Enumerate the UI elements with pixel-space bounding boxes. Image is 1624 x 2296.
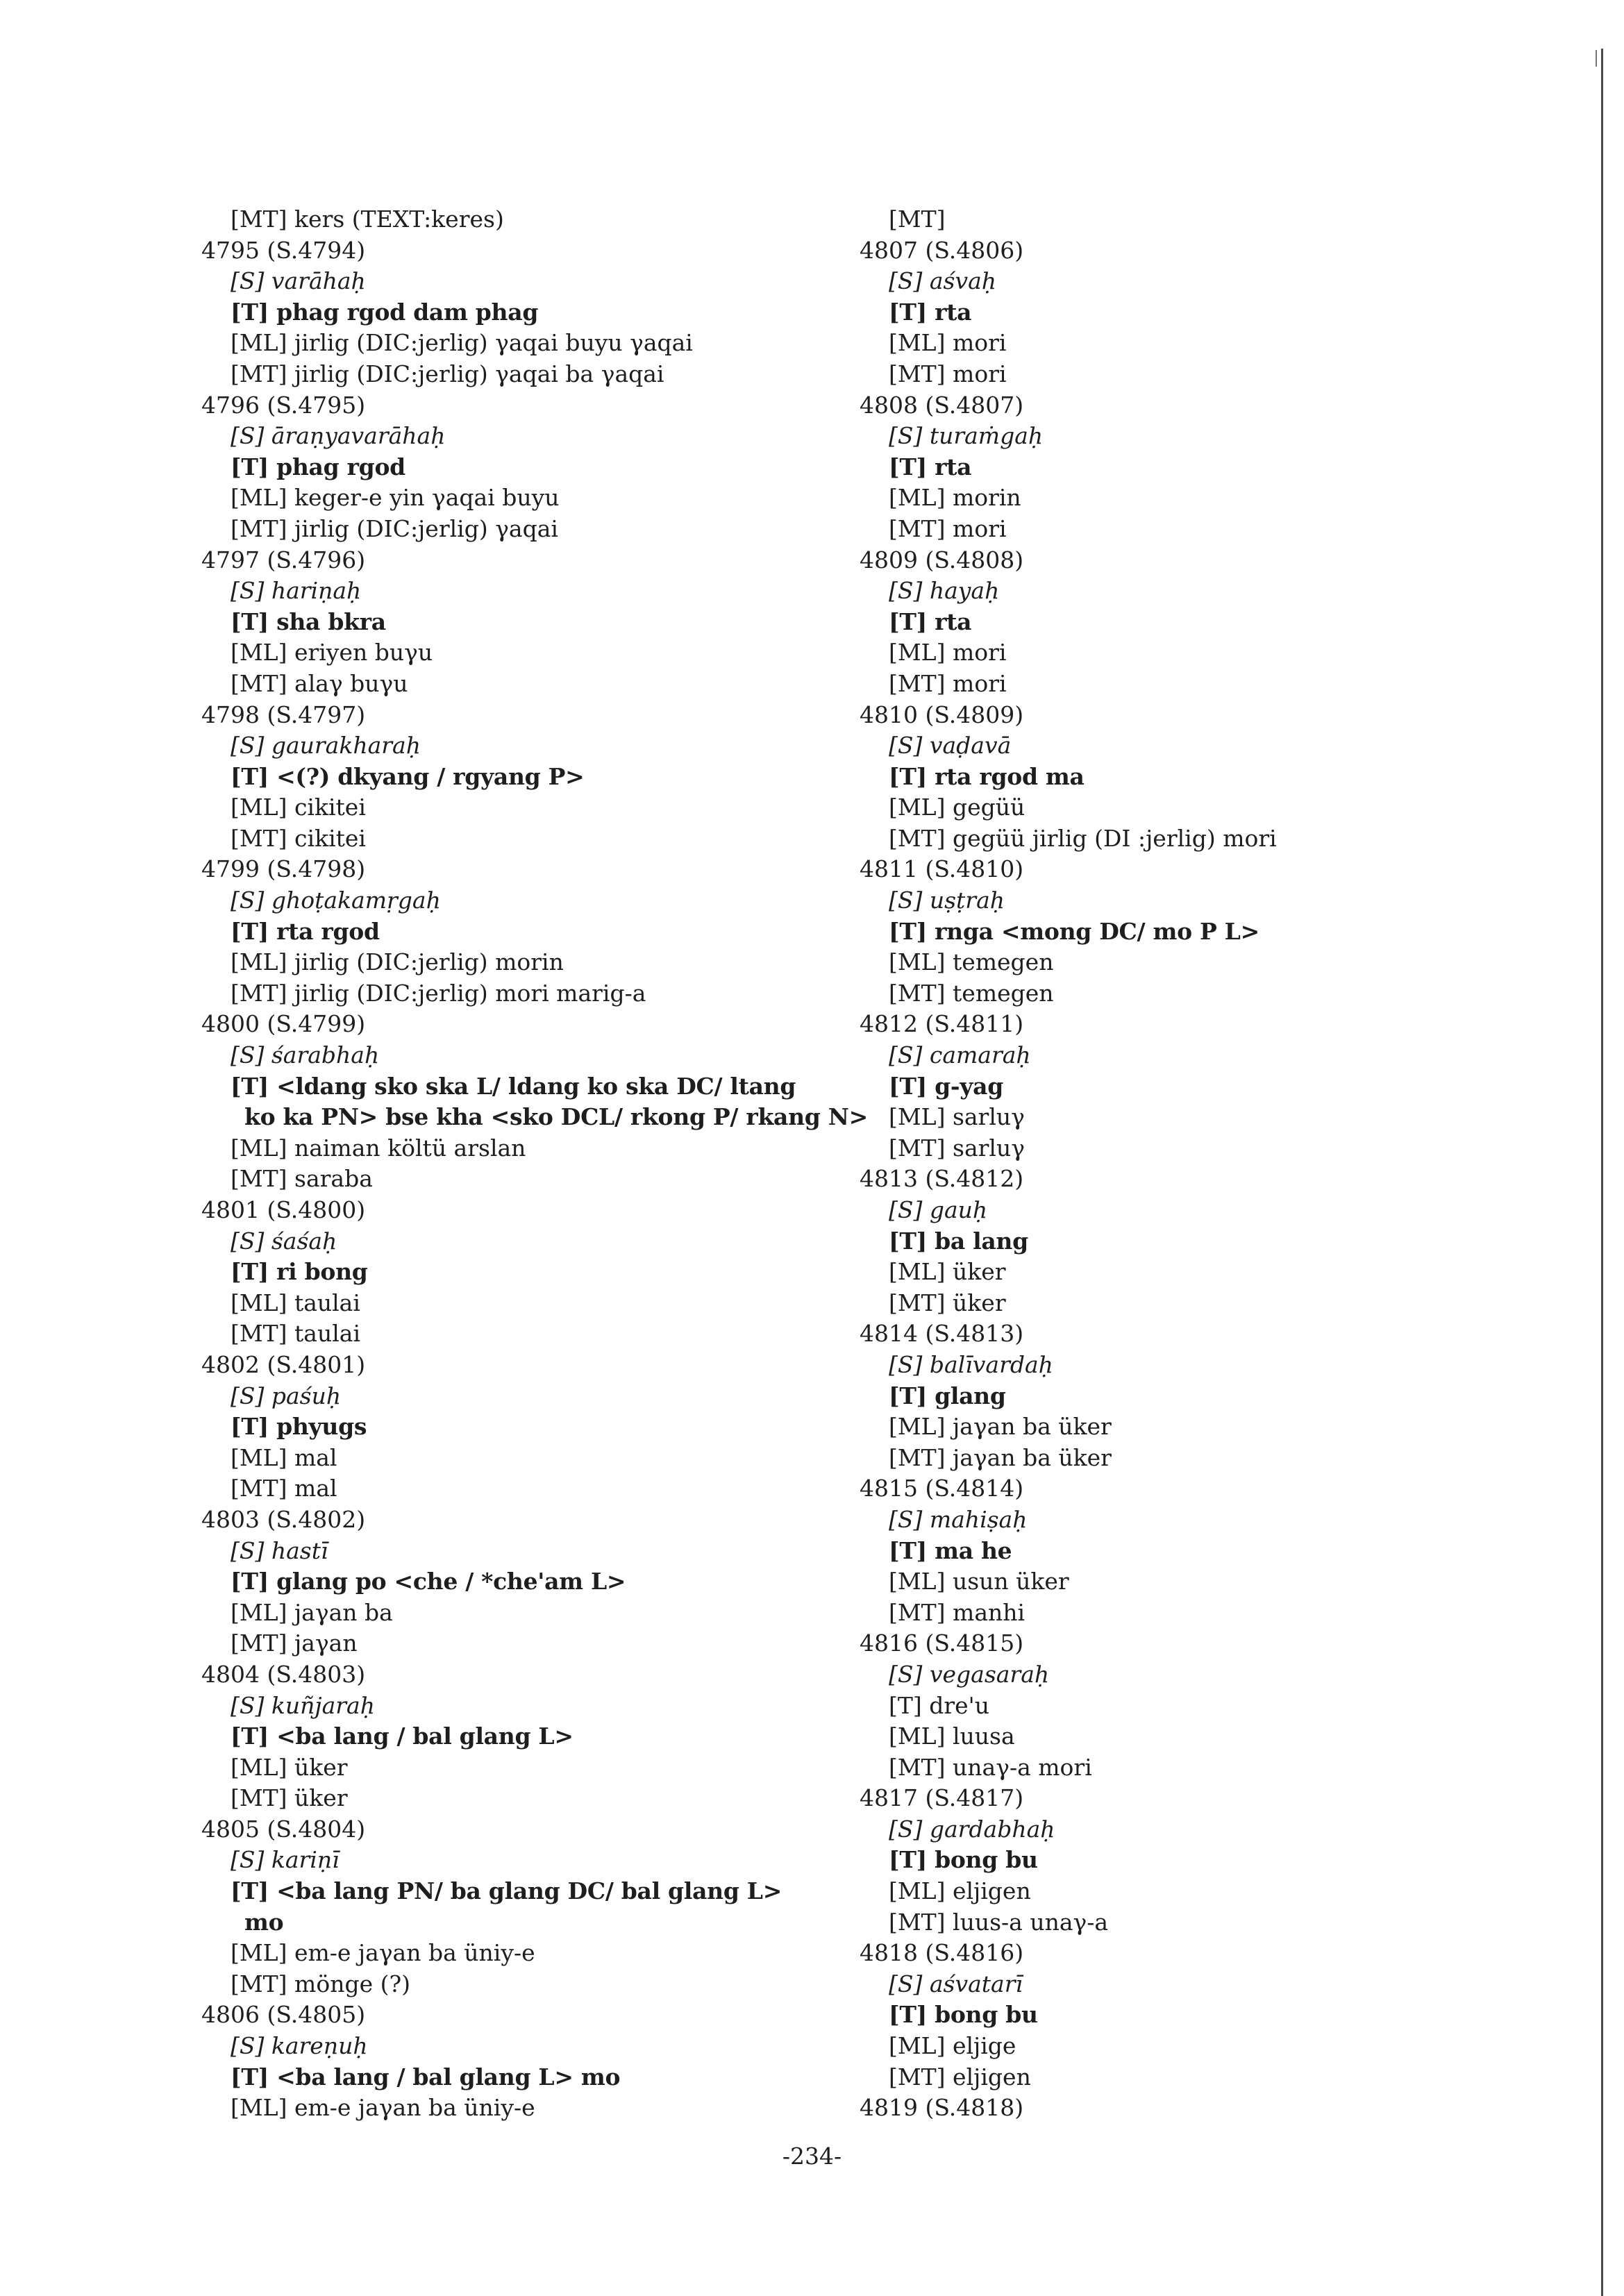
entry-field: [MT] unaγ-a mori [889, 1753, 1092, 1781]
entry-number: 4811 (S.4810) [860, 855, 1024, 883]
entry-number: 4809 (S.4808) [860, 546, 1024, 573]
entry-field: [S] kariṇī [231, 1846, 340, 1874]
entry-field: ko ka PN> bse kha <sko DCL/ rkong P/ rkang N> [244, 1103, 868, 1131]
entry-field: [MT] jirlig (DIC:jerlig) γaqai [231, 514, 558, 542]
entry-field: [MT] cikitei [231, 824, 366, 852]
entry-number: 4819 (S.4818) [860, 2094, 1024, 2122]
entry-field: [T] rnga <mong DC/ mo P L> [889, 917, 1259, 945]
entry-field: [ML] taulai [231, 1289, 360, 1316]
entry-field: [S] camaraḥ [889, 1041, 1031, 1069]
entry-number: 4813 (S.4812) [860, 1165, 1024, 1193]
entry-field: [MT] sarluγ [889, 1134, 1025, 1162]
entry-field: [S] śaśaḥ [231, 1227, 337, 1255]
right-column [860, 204, 1387, 2124]
entry-field: [MT] gegüü jirlig (DI :jerlig) mori [889, 824, 1277, 852]
entry-number: 4799 (S.4798) [201, 855, 366, 883]
entry-field: [S] hariṇaḥ [231, 577, 362, 605]
entry-number: 4798 (S.4797) [201, 701, 366, 728]
entry-number: 4814 (S.4813) [860, 1320, 1024, 1348]
entry-field: [MT] jirlig (DIC:jerlig) mori marig-a [231, 979, 646, 1007]
entry-field: [T] <ba lang PN/ ba glang DC/ bal glang L> [231, 1877, 782, 1905]
entry-number: 4817 (S.4817) [860, 1784, 1024, 1812]
entry-field: [S] kareṇuḥ [231, 2032, 368, 2060]
entry-field: [T] dre'u [889, 1691, 990, 1719]
entry-field: [S] hayaḥ [889, 577, 1000, 605]
entry-field: [ML] em-e jaγan ba üniy-e [231, 1939, 535, 1967]
entry-field: [MT] kers (TEXT:keres) [231, 206, 504, 233]
entry-field: [ML] eljige [889, 2032, 1016, 2060]
entry-field: [S] gaurakharaḥ [231, 732, 421, 760]
entry-field: [MT] saraba [231, 1165, 373, 1193]
entry-field: [MT] üker [889, 1289, 1006, 1316]
entry-field: [ML] luusa [889, 1723, 1015, 1750]
entry-field: [MT] jaγan ba üker [889, 1443, 1112, 1471]
entry-field: [T] g-yag [889, 1072, 1003, 1100]
entry-field: [MT] mönge (?) [231, 1970, 411, 1997]
entry-field: [S] paśuḥ [231, 1382, 342, 1409]
entry-number: 4815 (S.4814) [860, 1475, 1024, 1502]
entry-field: [T] phag rgod dam phag [231, 298, 539, 326]
entry-number: 4808 (S.4807) [860, 391, 1024, 419]
entry-field: [T] <ba lang / bal glang L> mo [231, 2063, 621, 2090]
entry-field: [T] ri bong [231, 1258, 368, 1286]
entry-field: [S] balīvardaḥ [889, 1350, 1053, 1378]
entry-field: [MT] mori [889, 514, 1007, 542]
entry-field: [MT] luus-a unaγ-a [889, 1908, 1109, 1936]
entry-field: [ML] em-e jaγan ba üniy-e [231, 2094, 535, 2122]
entry-field: [ML] cikitei [231, 794, 366, 821]
entry-field: [MT] temegen [889, 979, 1054, 1007]
entry-field: [S] turaṁgaḥ [889, 422, 1044, 450]
entry-field: [ML] mori [889, 329, 1007, 357]
entry-field: [MT] taulai [231, 1320, 361, 1348]
entry-number: 4812 (S.4811) [860, 1010, 1024, 1038]
entry-field: [MT] mal [231, 1475, 337, 1502]
entry-field: [ML] üker [231, 1753, 348, 1781]
entry-field: [ML] mal [231, 1443, 337, 1471]
entry-field: [T] glang [889, 1382, 1006, 1409]
scan-edge-mark [1596, 50, 1602, 67]
entry-field: [ML] jaγan ba [231, 1598, 393, 1626]
entry-field: [T] bong bu [889, 1846, 1038, 1874]
entry-field: [MT] jirlig (DIC:jerlig) γaqai ba γaqai [231, 360, 664, 387]
scan-edge-line [1601, 49, 1603, 2296]
entry-field: [ML] jirlig (DIC:jerlig) γaqai buyu γaqai [231, 329, 693, 357]
entry-field: [T] <ba lang / bal glang L> [231, 1723, 574, 1750]
entry-field: [T] <ldang sko ska L/ ldang ko ska DC/ ltang [231, 1072, 796, 1100]
entry-field: [MT] [889, 206, 946, 233]
entry-field: [T] rta rgod ma [889, 762, 1085, 790]
entry-field: [S] aśvatarī [889, 1970, 1023, 1997]
entry-field: [MT] üker [231, 1784, 348, 1812]
entry-field: [S] vaḍavā [889, 732, 1012, 760]
entry-field: [T] bong bu [889, 2001, 1038, 2029]
entry-number: 4805 (S.4804) [201, 1815, 366, 1843]
entry-field: [S] mahiṣaḥ [889, 1505, 1028, 1533]
entry-number: 4801 (S.4800) [201, 1196, 366, 1223]
entry-number: 4804 (S.4803) [201, 1660, 366, 1688]
entry-field: [S] śarabhaḥ [231, 1041, 380, 1069]
entry-field: [S] vegasaraḥ [889, 1660, 1050, 1688]
entry-field: [S] gardabhaḥ [889, 1815, 1055, 1843]
entry-field: [MT] mori [889, 669, 1007, 697]
entry-field: [T] rta [889, 453, 972, 480]
entry-number: 4807 (S.4806) [860, 236, 1024, 264]
entry-number: 4796 (S.4795) [201, 391, 366, 419]
entry-field: [ML] naiman költü arslan [231, 1134, 526, 1162]
entry-field: [ML] üker [889, 1258, 1006, 1286]
entry-number: 4818 (S.4816) [860, 1939, 1024, 1967]
page-number: -234- [782, 2143, 842, 2170]
entry-field: [T] rta [889, 607, 972, 635]
entry-field: [S] uṣṭraḥ [889, 887, 1005, 914]
entry-field: [ML] eriyen buγu [231, 639, 433, 667]
entry-field: mo [244, 1908, 284, 1936]
entry-number: 4797 (S.4796) [201, 546, 366, 573]
entry-number: 4802 (S.4801) [201, 1350, 366, 1378]
entry-field: [T] sha bkra [231, 607, 386, 635]
entry-field: [S] gauḥ [889, 1196, 988, 1223]
entry-field: [MT] mori [889, 360, 1007, 387]
entry-number: 4803 (S.4802) [201, 1505, 366, 1533]
entry-field: [T] rta [889, 298, 972, 326]
entry-field: [T] ba lang [889, 1227, 1028, 1255]
entry-field: [ML] morin [889, 484, 1021, 512]
entry-field: [ML] mori [889, 639, 1007, 667]
entry-number: 4800 (S.4799) [201, 1010, 366, 1038]
entry-field: [ML] jirlig (DIC:jerlig) morin [231, 948, 564, 976]
entry-field: [S] ghoṭakamṛgaḥ [231, 887, 441, 914]
entry-field: [S] varāhaḥ [231, 267, 366, 295]
entry-field: [ML] jaγan ba üker [889, 1413, 1112, 1441]
entry-field: [ML] gegüü [889, 794, 1026, 821]
entry-field: [T] ma he [889, 1536, 1012, 1564]
entry-field: [T] phyugs [231, 1413, 367, 1441]
entry-number: 4806 (S.4805) [201, 2001, 366, 2029]
entry-field: [ML] usun üker [889, 1568, 1069, 1595]
entry-field: [T] glang po <che / *che'am L> [231, 1568, 626, 1595]
entry-field: [MT] jaγan [231, 1629, 358, 1657]
entry-field: [S] kuñjaraḥ [231, 1691, 375, 1719]
entry-field: [MT] manhi [889, 1598, 1026, 1626]
entry-field: [ML] eljigen [889, 1877, 1031, 1905]
entry-number: 4795 (S.4794) [201, 236, 366, 264]
entry-field: [MT] alaγ buγu [231, 669, 408, 697]
entry-field: [S] aśvaḥ [889, 267, 997, 295]
entry-field: [ML] sarluγ [889, 1103, 1025, 1131]
entry-field: [S] hastī [231, 1536, 328, 1564]
entry-field: [T] <(?) dkyang / rgyang P> [231, 762, 585, 790]
entry-field: [ML] temegen [889, 948, 1054, 976]
entry-field: [ML] keger-e yin γaqai buyu [231, 484, 560, 512]
entry-field: [MT] eljigen [889, 2063, 1031, 2090]
entry-field: [S] āraṇyavarāhaḥ [231, 422, 446, 450]
entry-field: [T] phag rgod [231, 453, 405, 480]
entry-field: [T] rta rgod [231, 917, 380, 945]
left-column [201, 204, 868, 2124]
entry-number: 4810 (S.4809) [860, 701, 1024, 728]
entry-number: 4816 (S.4815) [860, 1629, 1024, 1657]
